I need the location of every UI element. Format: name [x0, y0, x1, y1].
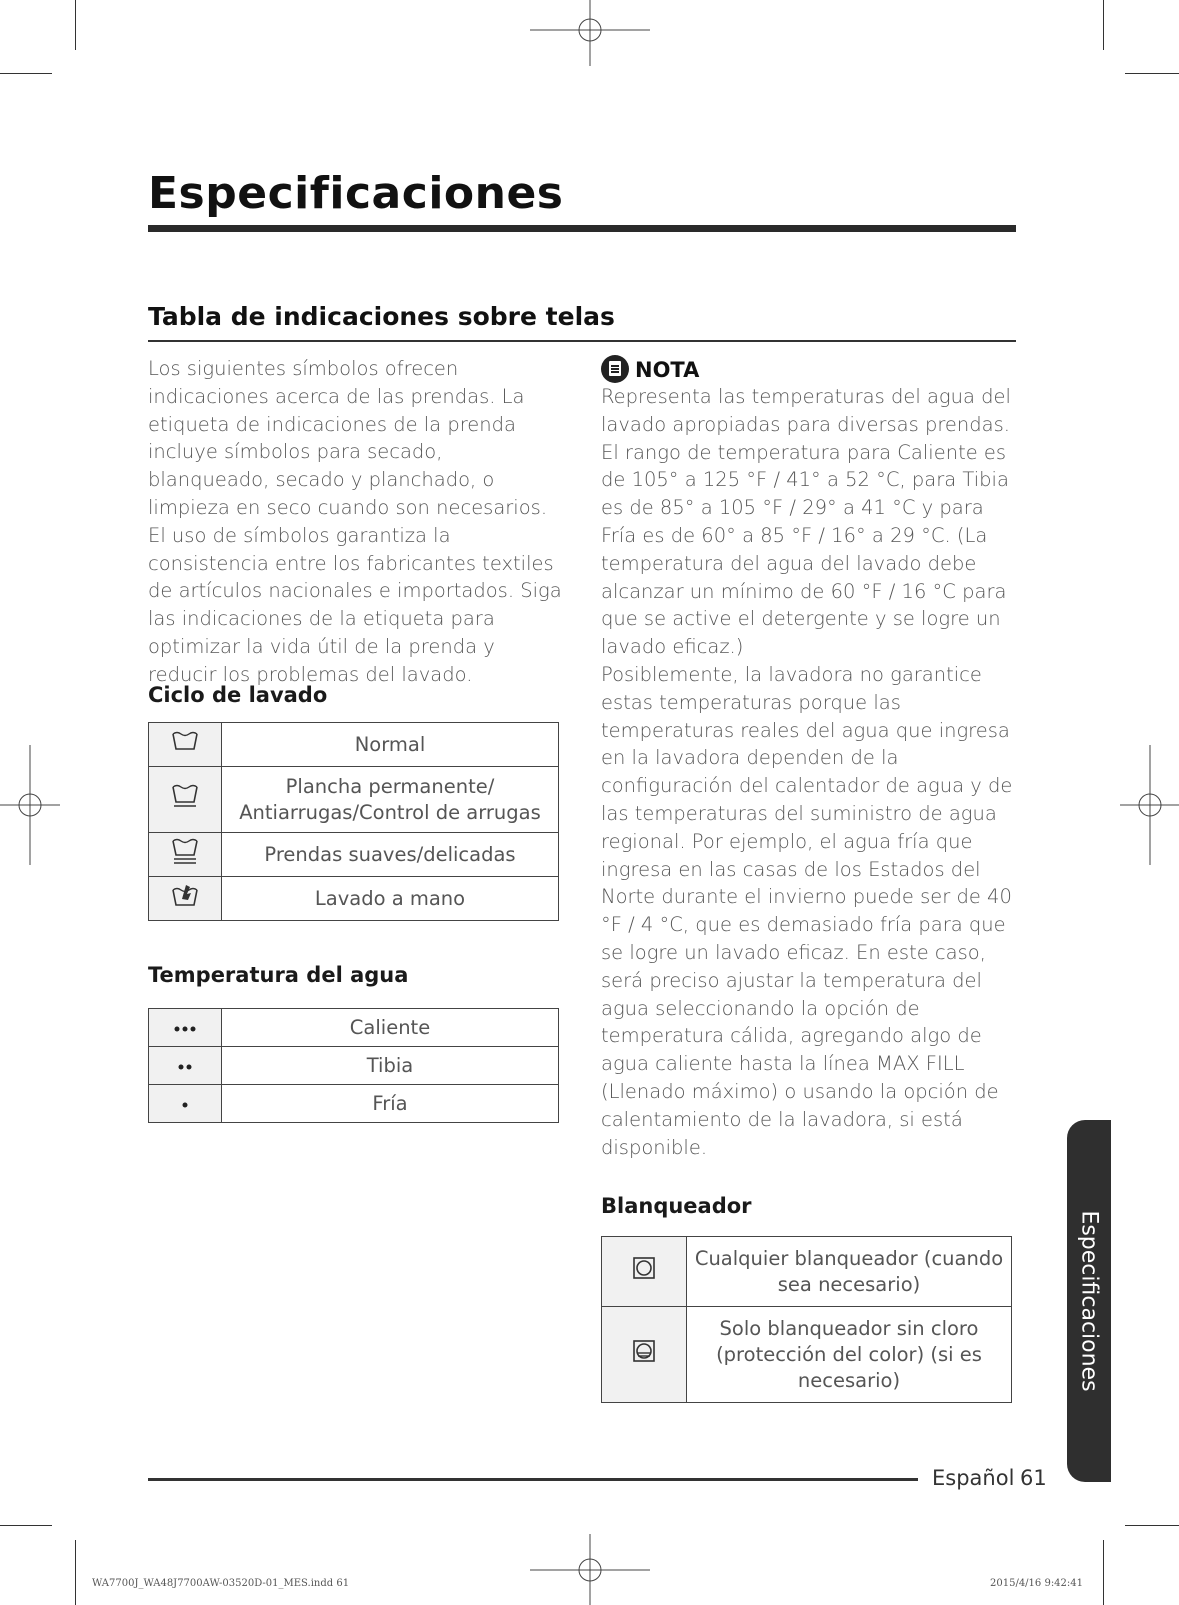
- table-row: [149, 1009, 559, 1047]
- table-row: [149, 1085, 559, 1123]
- note-icon: [601, 355, 629, 383]
- bleach-label: Cualquier blanqueador (cuando sea necesario): [687, 1237, 1012, 1307]
- intro-paragraph: Los siguientes símbolos ofrecen indicaciones acerca de las prendas. La etiqueta de indicaciones de la prenda incluye símbolos para secado, blanqueado, secado y planchado, o limpieza en seco cuando son necesarios. El uso de símbolos garantiza la consistencia entre los fabricantes textiles de artículos nacionales e importados. Siga las indicaciones de la etiqueta para optimizar la vida útil de la prenda y reducir los problemas del lavado.: [148, 357, 562, 686]
- section-title: Tabla de indicaciones sobre telas: [148, 302, 615, 331]
- washtub-one-bar-icon: [149, 767, 222, 833]
- bleach-table: [601, 1236, 1012, 1403]
- crop-mark: [75, 0, 76, 50]
- crop-mark: [1103, 1540, 1104, 1605]
- washtub-two-bars-icon: [149, 833, 222, 877]
- wash-cycle-label: Normal: [222, 723, 559, 767]
- page-title: Especificaciones: [148, 168, 564, 219]
- washtub-icon: [149, 723, 222, 767]
- registration-mark-right: [1120, 745, 1179, 865]
- imprint-file: WA7700J_WA48J7700AW-03520D-01_MES.indd 61: [92, 1578, 350, 1589]
- side-tab-label: Especificaciones: [1076, 1210, 1102, 1392]
- crop-mark: [1103, 0, 1104, 50]
- table-row: [149, 1047, 559, 1085]
- crop-mark: [0, 73, 52, 74]
- registration-mark-bottom: [530, 1530, 650, 1605]
- washtub-hand-icon: [149, 877, 222, 921]
- bleach-non-chlorine-icon: [602, 1307, 687, 1403]
- bleach-heading: Blanqueador: [601, 1194, 752, 1218]
- bleach-any-icon: [602, 1237, 687, 1307]
- water-temp-label: Caliente: [222, 1009, 559, 1047]
- water-temp-label: Fría: [222, 1085, 559, 1123]
- wash-cycle-label: Plancha permanente/ Antiarrugas/Control de arrugas: [222, 767, 559, 833]
- wash-cycle-label: Lavado a mano: [222, 877, 559, 921]
- crop-mark: [0, 1525, 52, 1526]
- table-row: [149, 877, 559, 921]
- side-tab: [1067, 1120, 1111, 1482]
- registration-mark-left: [0, 745, 60, 865]
- footer-rule: [148, 1478, 918, 1481]
- table-row: [602, 1237, 1012, 1307]
- note-body: [601, 383, 1019, 1161]
- crop-mark: [1125, 1525, 1179, 1526]
- water-temp-heading: Temperatura del agua: [148, 963, 409, 987]
- crop-mark: [1125, 73, 1179, 74]
- table-row: [602, 1307, 1012, 1403]
- section-rule: [148, 340, 1016, 342]
- title-rule: [148, 225, 1016, 232]
- imprint-timestamp: 2015/4/16 9:42:41: [990, 1578, 1084, 1589]
- table-row: [149, 767, 559, 833]
- wash-cycle-heading: Ciclo de lavado: [148, 683, 328, 707]
- crop-mark: [75, 1540, 76, 1605]
- three-dots-icon: [149, 1009, 222, 1047]
- registration-mark-top: [530, 0, 650, 70]
- page-number: 61: [1020, 1466, 1047, 1490]
- footer-language: Español: [932, 1466, 1015, 1490]
- wash-cycle-table: [148, 722, 559, 921]
- note-paragraph: Posiblemente, la lavadora no garantice estas temperaturas porque las temperaturas reales del agua que ingresa en la lavadora dependen de la configuración del calentador de agua y de las temperaturas del suministro de agua regional. Por ejemplo, el agua fría que ingresa en las casas de los Estados del Norte durante el invierno puede ser de 40 °F / 4 °C, que es demasiado fría para que se logre un lavado eficaz. En este caso, será preciso ajustar la temperatura del agua seleccionando la opción de temperatura cálida, agregando algo de agua caliente hasta la línea MAX FILL (Llenado máximo) o usando la opción de calentamiento de la lavadora, si está disponible.: [601, 662, 1013, 1159]
- table-row: [149, 833, 559, 877]
- water-temp-label: Tibia: [222, 1047, 559, 1085]
- note-paragraph: Representa las temperaturas del agua del lavado apropiadas para diversas prendas. El rango de temperatura para Caliente es de 105° a 125 °F / 41° a 52 °C, para Tibia es de 85° a 105 °F / 29° a 41 °C y para Fría es de 60° a 85 °F / 16° a 29 °C. (La temperatura del agua del lavado debe alcanzar un mínimo de 60 °F / 16 °C para que se active el detergente y se logre un lavado eficaz.): [601, 385, 1011, 659]
- wash-cycle-label: Prendas suaves/delicadas: [222, 833, 559, 877]
- one-dot-icon: [149, 1085, 222, 1123]
- note-label: NOTA: [635, 358, 700, 382]
- table-row: [149, 723, 559, 767]
- two-dots-icon: [149, 1047, 222, 1085]
- water-temp-table: [148, 1008, 559, 1123]
- bleach-label: Solo blanqueador sin cloro (protección del color) (si es necesario): [687, 1307, 1012, 1403]
